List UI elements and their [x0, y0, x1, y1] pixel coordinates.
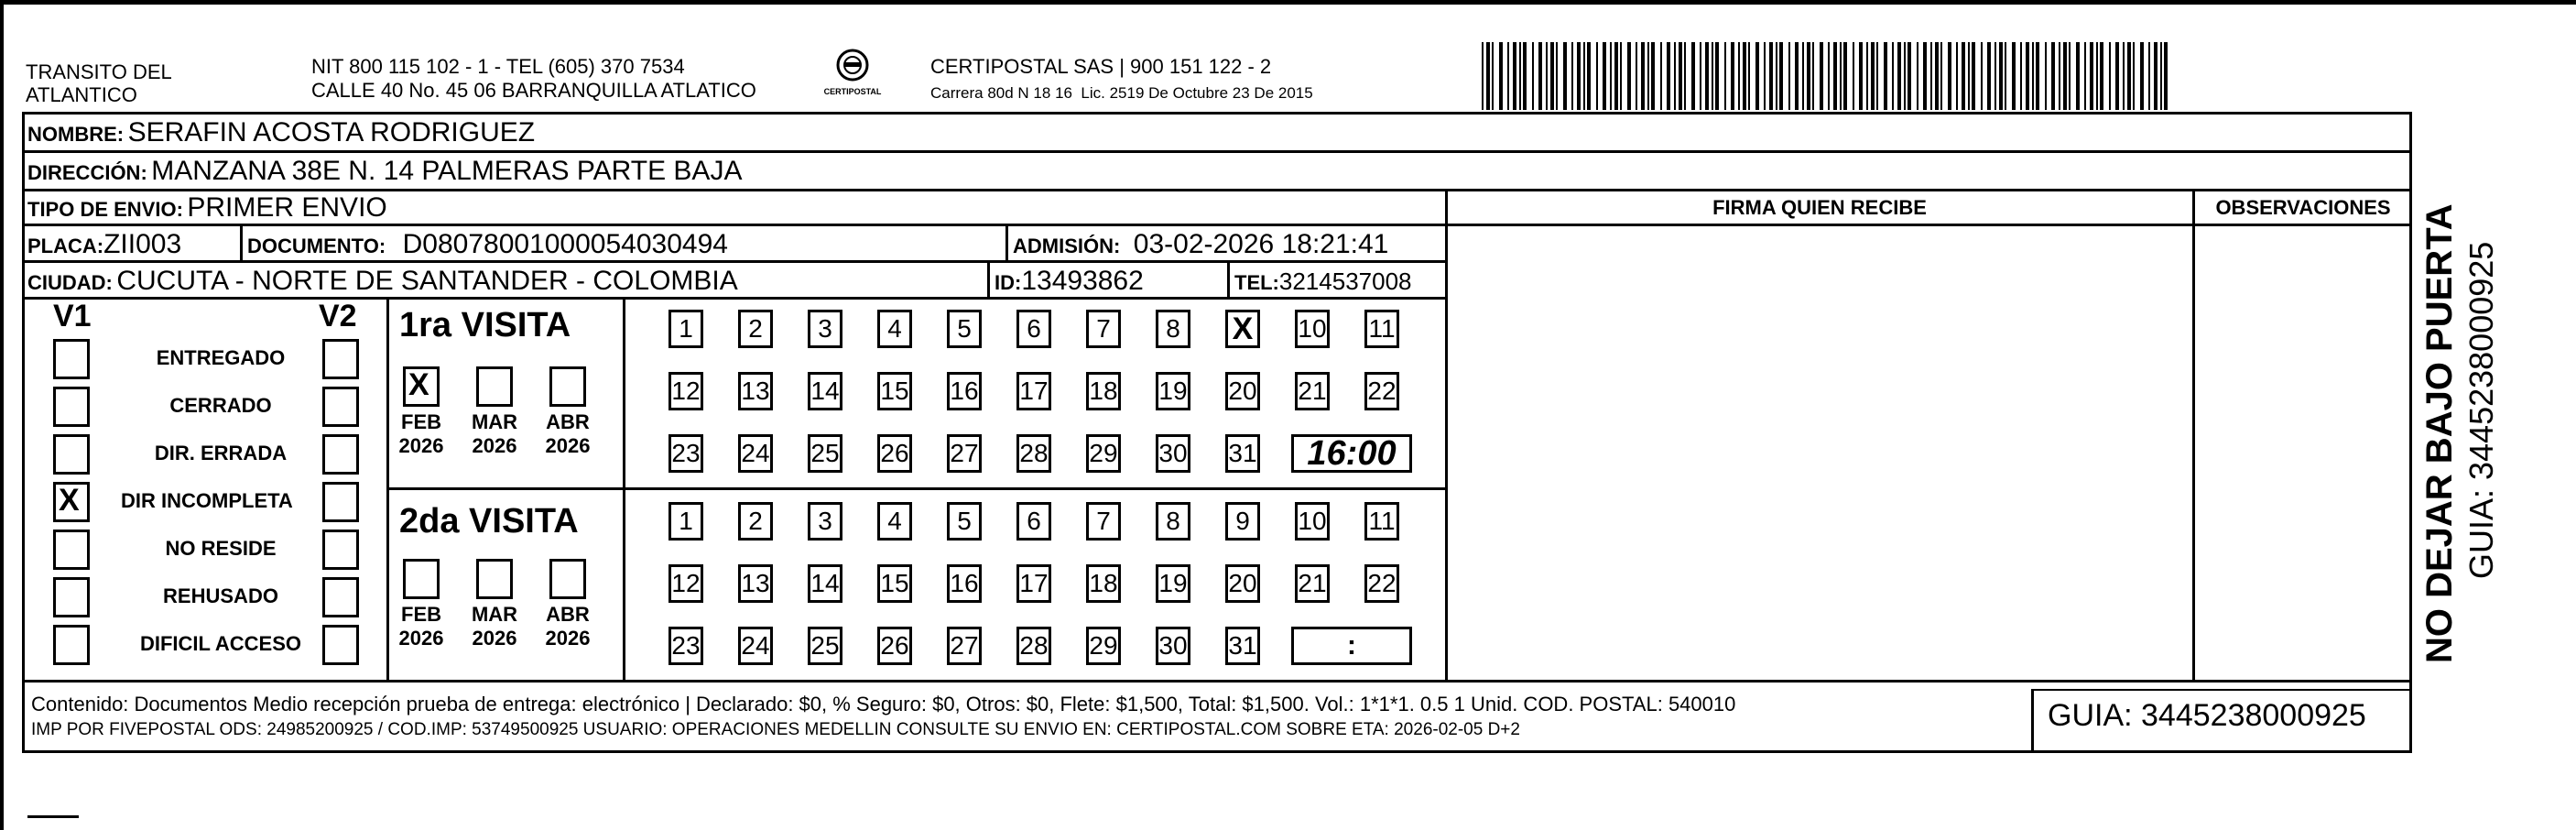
barcode-bar — [1583, 42, 1585, 110]
barcode-bar — [2164, 42, 2168, 110]
barcode-bar — [2090, 42, 2093, 110]
barcode-bar — [2096, 42, 2098, 110]
month-label: MAR 2026 — [471, 603, 518, 650]
barcode-bar — [1523, 42, 1527, 110]
day-box[interactable]: 24 — [738, 627, 773, 665]
barcode-bar — [1820, 42, 1823, 110]
v1-checkbox[interactable] — [53, 339, 90, 379]
barcode-bar — [1610, 42, 1612, 110]
status-label: DIR. ERRADA — [154, 442, 288, 464]
barcode-bar — [1999, 42, 2003, 110]
day-box[interactable]: 23 — [668, 434, 703, 473]
day-box[interactable]: 5 — [947, 310, 982, 348]
barcode-bar — [1532, 42, 1534, 110]
tel-value: 3214537008 — [1278, 268, 1412, 295]
day-box[interactable]: 14 — [808, 564, 842, 603]
barcode-bar — [1779, 42, 1783, 110]
guia-footer: GUIA: 3445238000925 — [2048, 698, 2366, 733]
barcode-bar — [2133, 42, 2135, 110]
barcode-bar — [1651, 42, 1655, 110]
barcode-bar — [1486, 42, 1490, 110]
first-visit-title: 1ra VISITA — [399, 306, 571, 344]
day-box[interactable]: 7 — [1086, 310, 1121, 348]
imp-text: IMP POR FIVEPOSTAL ODS: 24985200925 / COD.IMP: 53749500925 USUARIO: OPERACIONES MEDELLIN CONSULTE SU ENVIO EN: CERTIPOSTAL.COM SOBRE ETA: 2026-02-05 D+2 — [31, 720, 1520, 739]
day-box[interactable]: 22 — [1364, 372, 1399, 410]
company-name: TRANSITO DEL ATLANTICO — [26, 60, 172, 106]
barcode-bar — [1876, 42, 1878, 110]
day-box[interactable]: 18 — [1086, 372, 1121, 410]
barcode-bar — [2069, 42, 2071, 110]
logo-text: CERTIPOSTAL — [823, 87, 882, 96]
barcode-bar — [1908, 42, 1911, 110]
check-mark: X — [408, 367, 429, 402]
day-box[interactable]: 13 — [738, 372, 773, 410]
barcode-bar — [1667, 42, 1670, 110]
barcode-bar — [1807, 42, 1810, 110]
barcode-bar — [1636, 42, 1637, 110]
tel-label: TEL: — [1234, 271, 1279, 294]
barcode-bar — [1972, 42, 1975, 110]
id-label: ID: — [995, 271, 1022, 294]
day-box[interactable]: 9 — [1225, 502, 1260, 541]
day-box[interactable]: 2 — [738, 502, 773, 541]
month-checkbox[interactable] — [403, 366, 440, 407]
v1-checkbox[interactable] — [53, 530, 90, 570]
barcode-bar — [1788, 42, 1790, 110]
day-box[interactable]: 1 — [668, 310, 703, 348]
barcode-bar — [1596, 42, 1598, 110]
v1-checkbox[interactable] — [53, 434, 90, 475]
barcode-bar — [2140, 42, 2144, 110]
day-box[interactable]: 26 — [877, 434, 912, 473]
barcode-bar — [1679, 42, 1682, 110]
barcode-bar — [1930, 42, 1932, 110]
barcode-bar — [1577, 42, 1581, 110]
placa-value: ZII003 — [103, 229, 182, 259]
day-box[interactable]: 21 — [1295, 372, 1330, 410]
barcode-bar — [1840, 42, 1842, 110]
v1-checkbox[interactable] — [53, 577, 90, 617]
month-label: FEB 2026 — [398, 603, 444, 650]
day-box[interactable]: 4 — [877, 502, 912, 541]
contenido-text: Contenido: Documentos Medio recepción prueba de entrega: electrónico | Declarado: $0, % Seguro: $0, Otros: $0, Flete: $1,500, Total: $1,500. Vol.: 1*1*1. 0.5 1 Unid. COD. POSTAL: 540010 — [31, 693, 1736, 715]
day-box[interactable]: 3 — [808, 502, 842, 541]
barcode-bar — [2063, 42, 2067, 110]
barcode-bar — [2051, 42, 2055, 110]
observaciones-label: OBSERVACIONES — [2215, 196, 2391, 219]
barcode-bar — [1684, 42, 1686, 110]
carrier-address: Carrera 80d N 18 16 Lic. 2519 De Octubre 23 De 2015 — [930, 84, 1313, 102]
barcode-bar — [1904, 42, 1906, 110]
barcode-bar — [1519, 42, 1521, 110]
v1-checkbox[interactable] — [53, 387, 90, 427]
barcode-bar — [1563, 42, 1567, 110]
ciudad-value: CUCUTA - NORTE DE SANTANDER - COLOMBIA — [116, 266, 738, 296]
side-guia: GUIA: 3445238000925 — [2462, 241, 2500, 579]
month-checkbox[interactable] — [476, 366, 513, 407]
barcode-bar — [1571, 42, 1573, 110]
barcode-bar — [1641, 42, 1645, 110]
barcode-bar — [2154, 42, 2158, 110]
ciudad-label: CIUDAD: — [27, 271, 113, 294]
day-box[interactable]: 10 — [1295, 310, 1330, 348]
day-box[interactable]: 8 — [1156, 502, 1190, 541]
barcode-bar — [1748, 42, 1750, 110]
month-label: MAR 2026 — [471, 410, 518, 457]
barcode-bar — [1620, 42, 1622, 110]
v1-header: V1 — [53, 299, 92, 333]
v2-checkbox[interactable] — [322, 482, 359, 522]
barcode-bar — [1843, 42, 1847, 110]
day-box[interactable]: 30 — [1156, 627, 1190, 665]
day-box[interactable]: 16 — [947, 372, 982, 410]
month-checkbox[interactable] — [476, 559, 513, 599]
barcode-bar — [1499, 42, 1503, 110]
barcode-bar — [1674, 42, 1676, 110]
barcode-bar — [1660, 42, 1662, 110]
barcode-bar — [1853, 42, 1854, 110]
direccion-value: MANZANA 38E N. 14 PALMERAS PARTE BAJA — [151, 156, 743, 186]
barcode-bar — [1956, 42, 1958, 110]
barcode-bar — [1764, 42, 1766, 110]
status-label: DIFICIL ACCESO — [139, 632, 301, 655]
carrier-line: CERTIPOSTAL SAS | 900 151 122 - 2 — [930, 55, 1272, 78]
day-box[interactable]: 12 — [668, 564, 703, 603]
no-dejar-bajo-puerta: NO DEJAR BAJO PUERTA — [2419, 203, 2460, 663]
certipostal-logo — [821, 48, 885, 104]
day-box[interactable]: 6 — [1016, 502, 1051, 541]
documento-value: D08078001000054030494 — [402, 229, 728, 259]
day-box[interactable]: 6 — [1016, 310, 1051, 348]
barcode-bar — [1715, 42, 1719, 110]
day-box[interactable]: 20 — [1225, 372, 1260, 410]
barcode-bar — [1776, 42, 1777, 110]
v2-checkbox[interactable] — [322, 434, 359, 475]
barcode-bar — [2084, 42, 2086, 110]
day-box[interactable]: 12 — [668, 372, 703, 410]
status-label: ENTREGADO — [156, 346, 286, 369]
barcode-bar — [1546, 42, 1548, 110]
v1-checkbox[interactable] — [53, 482, 90, 522]
barcode-bar — [2148, 42, 2150, 110]
status-label: CERRADO — [169, 394, 272, 417]
barcode-bar — [1513, 42, 1516, 110]
time-box[interactable]: : — [1291, 627, 1412, 665]
barcode-bar — [1795, 42, 1799, 110]
day-box[interactable]: 14 — [808, 372, 842, 410]
v1-checkbox[interactable] — [53, 625, 90, 665]
day-box[interactable]: 15 — [877, 564, 912, 603]
direccion-label: DIRECCIÓN: — [27, 161, 147, 184]
barcode-bar — [1550, 42, 1554, 110]
barcode-bar — [2076, 42, 2080, 110]
month-checkbox[interactable] — [549, 366, 586, 407]
logo-icon — [832, 48, 873, 82]
barcode-bar — [1859, 42, 1863, 110]
barcode-bar — [1614, 42, 1618, 110]
month-checkbox[interactable] — [403, 559, 440, 599]
barcode-bar — [1738, 42, 1740, 110]
day-box[interactable]: 17 — [1016, 564, 1051, 603]
barcode-bar — [1948, 42, 1951, 110]
v2-checkbox[interactable] — [322, 530, 359, 570]
day-box[interactable]: 8 — [1156, 310, 1190, 348]
barcode-bar — [1968, 42, 1970, 110]
day-box[interactable]: 20 — [1225, 564, 1260, 603]
admision-label: ADMISIÓN: — [1013, 235, 1121, 257]
day-box[interactable] — [1225, 310, 1260, 348]
day-box[interactable]: 27 — [947, 627, 982, 665]
barcode-bar — [2160, 42, 2162, 110]
barcode-bar — [1871, 42, 1875, 110]
day-box[interactable]: 31 — [1225, 627, 1260, 665]
barcode-bar — [1538, 42, 1542, 110]
day-box[interactable]: 21 — [1295, 564, 1330, 603]
address-line: CALLE 40 No. 45 06 BARRANQUILLA ATLATICO — [311, 79, 756, 102]
day-box[interactable]: 18 — [1086, 564, 1121, 603]
status-label: NO RESIDE — [165, 537, 277, 560]
barcode-bar — [1556, 42, 1558, 110]
v2-header: V2 — [319, 299, 357, 333]
barcode-bar — [1833, 42, 1837, 110]
barcode-bar — [1755, 42, 1759, 110]
day-box[interactable]: 19 — [1156, 372, 1190, 410]
day-box[interactable]: 4 — [877, 310, 912, 348]
barcode-bar — [1994, 42, 1996, 110]
barcode — [1482, 42, 2174, 110]
day-box[interactable]: 25 — [808, 627, 842, 665]
placa-label: PLACA: — [27, 235, 104, 257]
barcode-bar — [1802, 42, 1804, 110]
v2-checkbox[interactable] — [322, 577, 359, 617]
second-visit-title: 2da VISITA — [399, 502, 579, 541]
barcode-bar — [1828, 42, 1830, 110]
day-box[interactable]: 1 — [668, 502, 703, 541]
day-box[interactable]: 2 — [738, 310, 773, 348]
barcode-bar — [1691, 42, 1695, 110]
day-box[interactable]: 30 — [1156, 434, 1190, 473]
day-box[interactable]: 10 — [1295, 502, 1330, 541]
tipo-envio-label: TIPO DE ENVIO: — [27, 198, 183, 221]
barcode-bar — [1587, 42, 1591, 110]
month-label: FEB 2026 — [398, 410, 444, 457]
month-label: ABR 2026 — [545, 410, 591, 457]
barcode-bar — [1812, 42, 1814, 110]
v2-checkbox[interactable] — [322, 387, 359, 427]
day-box[interactable]: 22 — [1364, 564, 1399, 603]
documento-label: DOCUMENTO: — [247, 235, 386, 257]
day-box[interactable]: 29 — [1086, 434, 1121, 473]
day-box[interactable]: 28 — [1016, 434, 1051, 473]
barcode-bar — [1769, 42, 1773, 110]
barcode-bar — [1482, 42, 1484, 110]
barcode-bar — [1724, 42, 1726, 110]
day-box[interactable]: 23 — [668, 627, 703, 665]
check-mark: X — [1232, 311, 1254, 346]
day-box[interactable]: 31 — [1225, 434, 1260, 473]
barcode-bar — [2109, 42, 2111, 110]
day-box[interactable]: 11 — [1364, 502, 1399, 541]
barcode-bar — [2127, 42, 2131, 110]
barcode-bar — [1884, 42, 1887, 110]
barcode-bar — [2115, 42, 2119, 110]
barcode-bar — [1917, 42, 1918, 110]
barcode-bar — [2026, 42, 2029, 110]
day-box[interactable]: 17 — [1016, 372, 1051, 410]
nombre-value: SERAFIN ACOSTA RODRIGUEZ — [127, 117, 536, 147]
barcode-bar — [2036, 42, 2039, 110]
day-box[interactable]: 19 — [1156, 564, 1190, 603]
barcode-bar — [1892, 42, 1894, 110]
barcode-bar — [1705, 42, 1709, 110]
barcode-bar — [2032, 42, 2034, 110]
barcode-bar — [1627, 42, 1631, 110]
barcode-bar — [2059, 42, 2060, 110]
nit-line: NIT 800 115 102 - 1 - TEL (605) 370 7534 — [311, 55, 685, 78]
day-box[interactable]: 28 — [1016, 627, 1051, 665]
day-box[interactable]: 16 — [947, 564, 982, 603]
v2-checkbox[interactable] — [322, 339, 359, 379]
barcode-bar — [2005, 42, 2006, 110]
barcode-bar — [1731, 42, 1734, 110]
status-label: REHUSADO — [163, 584, 278, 607]
day-box[interactable]: 24 — [738, 434, 773, 473]
month-label: ABR 2026 — [545, 603, 591, 650]
barcode-bar — [2123, 42, 2125, 110]
nombre-label: NOMBRE: — [27, 123, 125, 146]
day-box[interactable]: 25 — [808, 434, 842, 473]
day-box[interactable]: 15 — [877, 372, 912, 410]
status-label: DIR INCOMPLETA — [121, 489, 293, 512]
time-box[interactable]: 16:00 — [1291, 434, 1412, 473]
day-box[interactable]: 7 — [1086, 502, 1121, 541]
barcode-bar — [1866, 42, 1868, 110]
day-box[interactable]: 29 — [1086, 627, 1121, 665]
barcode-bar — [1940, 42, 1942, 110]
barcode-bar — [1492, 42, 1494, 110]
barcode-bar — [2045, 42, 2047, 110]
day-box[interactable]: 26 — [877, 627, 912, 665]
barcode-bar — [1897, 42, 1901, 110]
day-box[interactable]: 27 — [947, 434, 982, 473]
barcode-bar — [1987, 42, 1991, 110]
barcode-bar — [1962, 42, 1965, 110]
admision-value: 03-02-2026 18:21:41 — [1133, 229, 1389, 259]
check-mark: X — [59, 483, 80, 518]
v2-checkbox[interactable] — [322, 625, 359, 665]
barcode-bar — [1507, 42, 1509, 110]
day-box[interactable]: 5 — [947, 502, 982, 541]
day-box[interactable]: 3 — [808, 310, 842, 348]
barcode-bar — [2012, 42, 2016, 110]
day-box[interactable]: 13 — [738, 564, 773, 603]
barcode-bar — [1603, 42, 1606, 110]
barcode-bar — [2100, 42, 2103, 110]
barcode-bar — [1700, 42, 1701, 110]
tipo-envio-value: PRIMER ENVIO — [187, 192, 387, 223]
barcode-bar — [1923, 42, 1927, 110]
month-checkbox[interactable] — [549, 559, 586, 599]
barcode-bar — [2020, 42, 2022, 110]
barcode-bar — [1712, 42, 1713, 110]
barcode-bar — [1647, 42, 1649, 110]
firma-label: FIRMA QUIEN RECIBE — [1712, 196, 1927, 219]
barcode-bar — [1743, 42, 1746, 110]
day-box[interactable]: 11 — [1364, 310, 1399, 348]
barcode-bar — [1981, 42, 1983, 110]
id-value: 13493862 — [1021, 266, 1144, 296]
barcode-bar — [1935, 42, 1939, 110]
